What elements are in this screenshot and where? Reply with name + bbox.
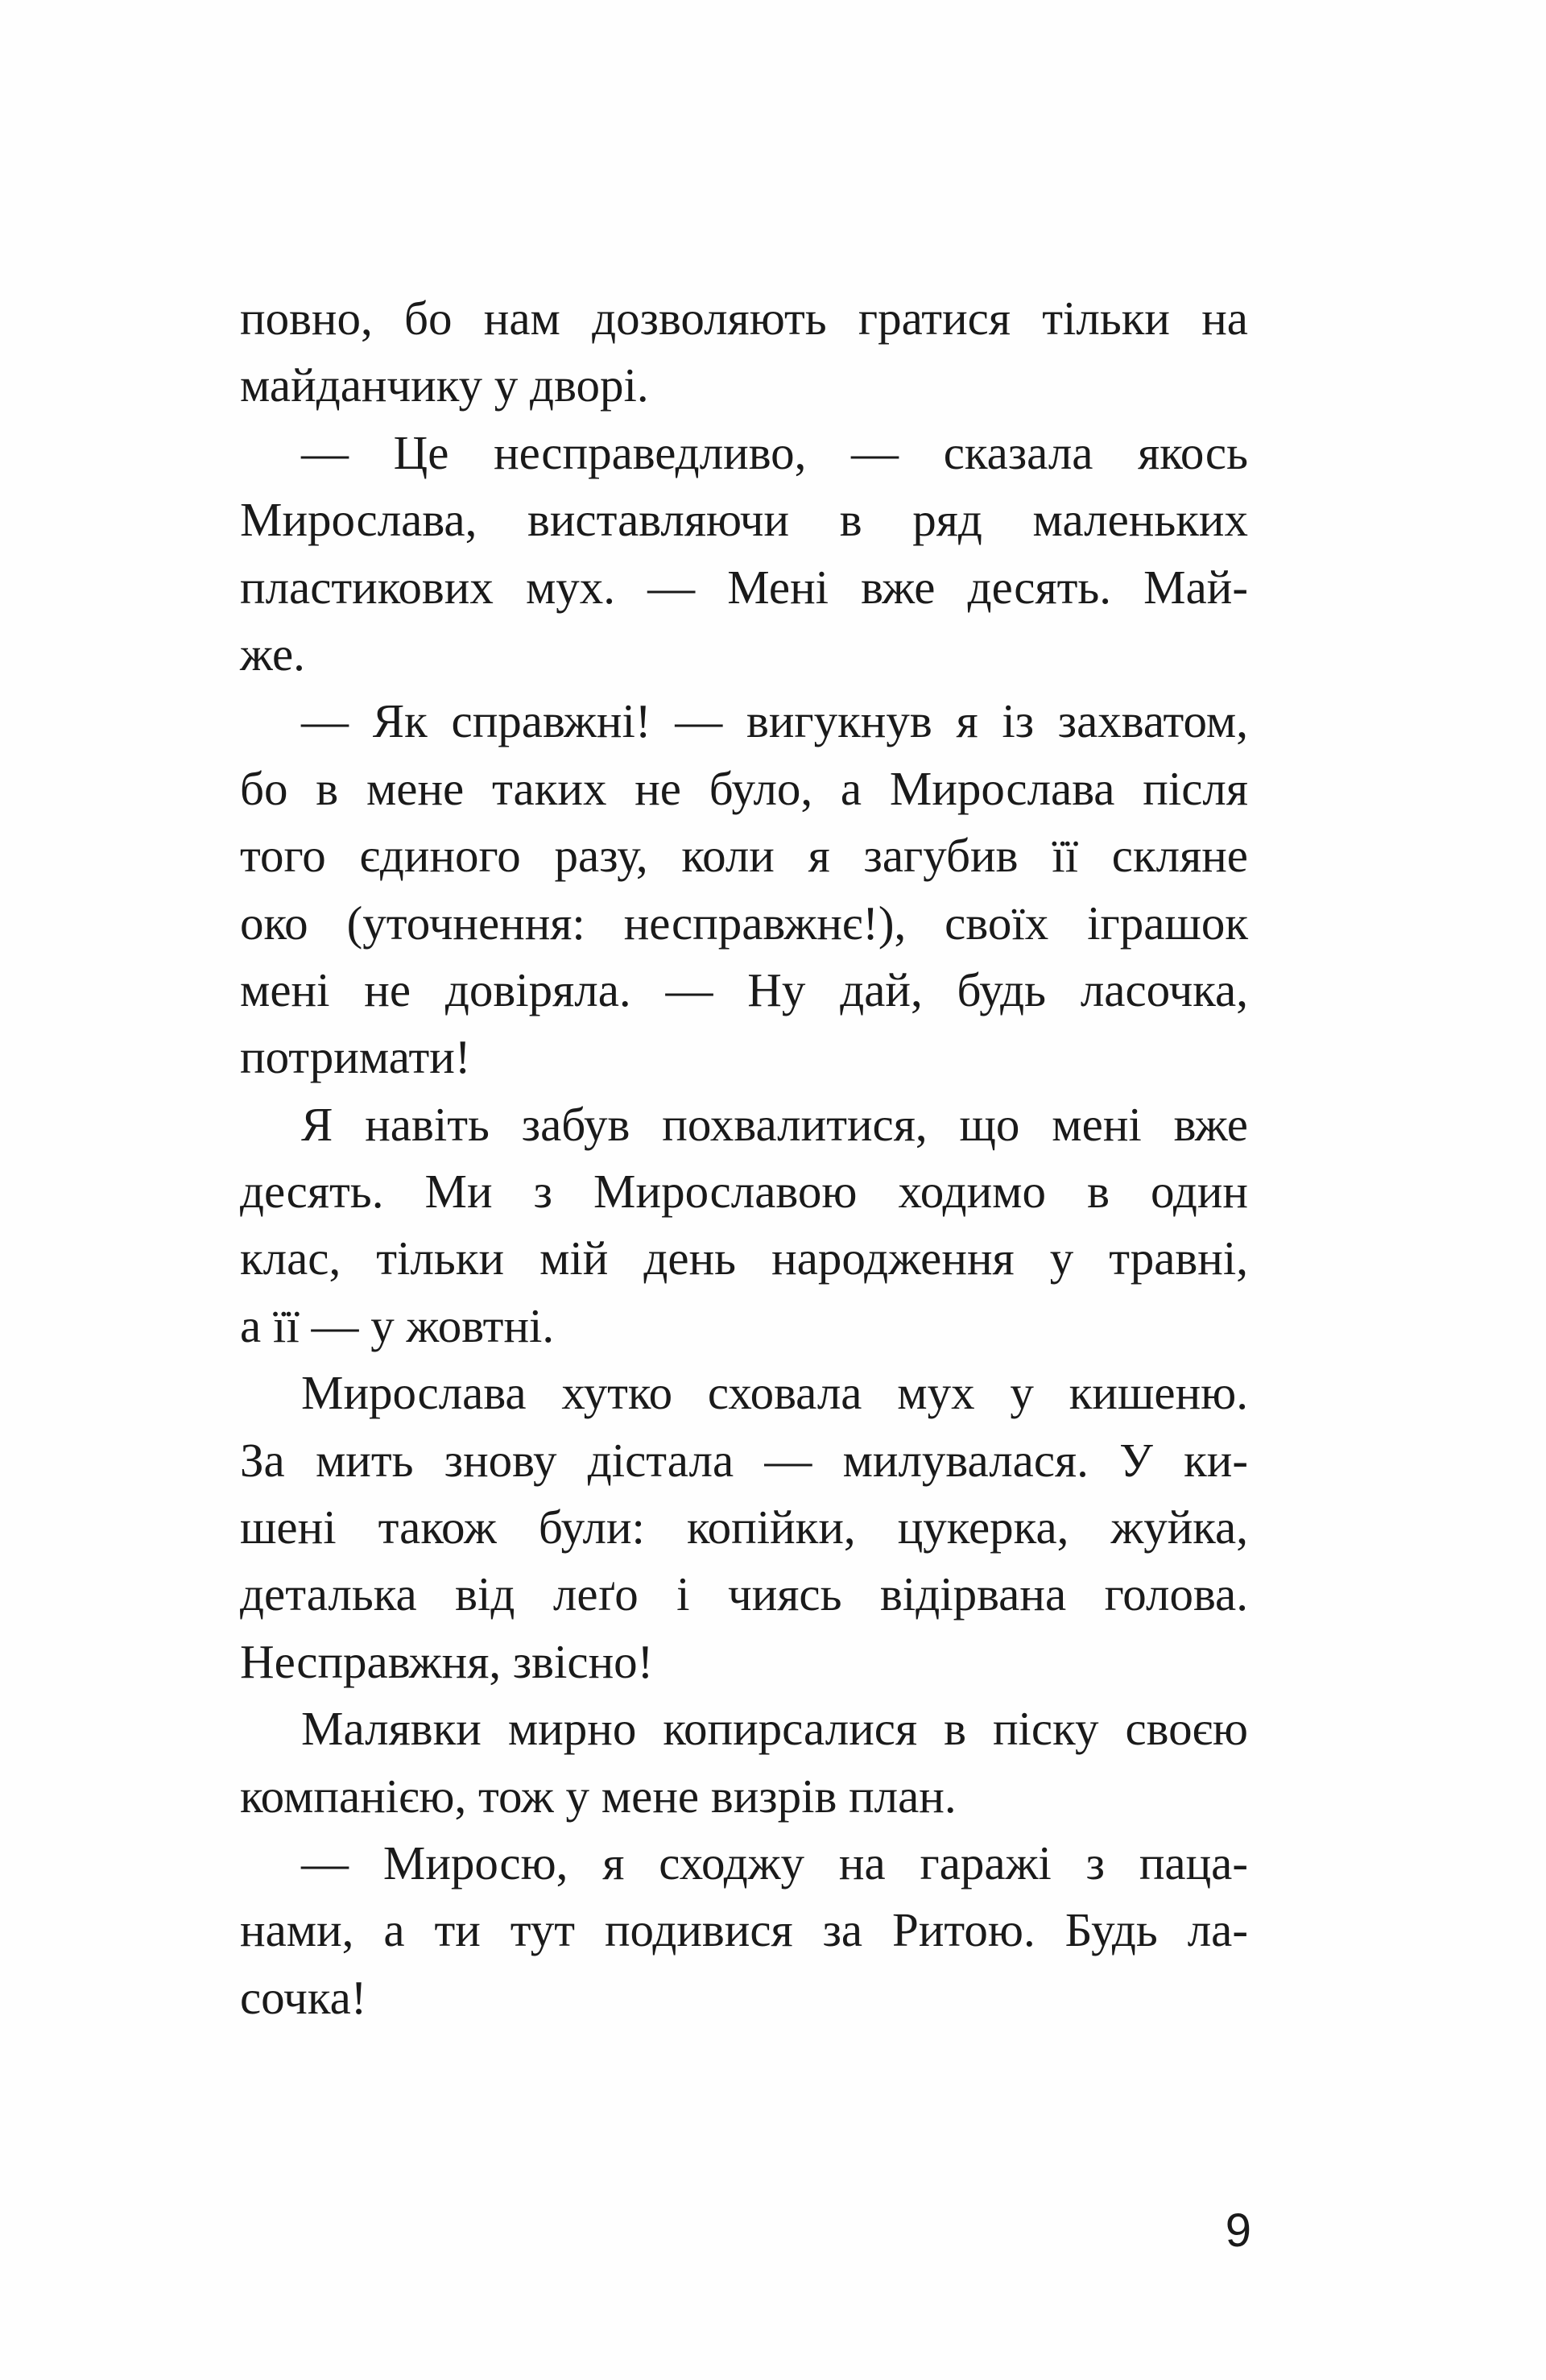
text-line: шені також були: копійки, цукерка, жуйка,: [240, 1500, 1248, 1554]
text-line: майданчику у дворі.: [240, 358, 649, 412]
page-number: 9: [1225, 2204, 1251, 2257]
paragraph: [240, 688, 1248, 1091]
text-line: — Як справжні! — вигукнув я із захватом,: [301, 694, 1248, 748]
paragraph: [240, 285, 1248, 420]
text-line: десять. Ми з Мирославою ходимо в один: [240, 1165, 1248, 1219]
text-line: око (уточнення: несправжнє!), своїх іграшок: [240, 896, 1248, 950]
text-line: того єдиного разу, коли я загубив її скляне: [240, 829, 1248, 883]
body-text: [240, 285, 1248, 2031]
text-line: Малявки мирно копирсалися в піску своєю: [301, 1702, 1248, 1756]
paragraph: [240, 1091, 1248, 1360]
text-line: мені не довіряла. — Ну дай, будь ласочка,: [240, 962, 1248, 1016]
paragraph: [240, 1695, 1248, 1830]
text-line: пластикових мух. — Мені вже десять. Май-: [240, 560, 1248, 614]
paragraph: [240, 1830, 1248, 2031]
text-line: — Це несправедливо, — сказала якось: [301, 425, 1248, 479]
text-line: компанією, тож у мене визрів план.: [240, 1769, 957, 1823]
text-line: За мить знову дістала — милувалася. У ки-: [240, 1433, 1248, 1487]
text-line: бо в мене таких не було, а Мирослава після: [240, 761, 1248, 815]
text-line: потримати!: [240, 1030, 471, 1084]
paragraph: [240, 420, 1248, 689]
text-line: сочка!: [240, 1970, 367, 2024]
text-line: клас, тільки мій день народження у травні,: [240, 1231, 1248, 1285]
text-line: деталька від леґо і чиясь відірвана голова.: [240, 1567, 1248, 1621]
text-line: Мирослава, виставляючи в ряд маленьких: [240, 493, 1248, 547]
text-line: Мирослава хутко сховала мух у кишеню.: [301, 1366, 1248, 1420]
text-line: а її — у жовтні.: [240, 1298, 555, 1352]
text-line: Я навіть забув похвалитися, що мені вже: [301, 1097, 1248, 1151]
paragraph: [240, 1360, 1248, 1695]
text-line: повно, бо нам дозволяють гратися тільки на: [240, 292, 1248, 345]
text-line: — Миросю, я сходжу на гаражі з паца-: [301, 1836, 1248, 1890]
text-line: же.: [240, 627, 305, 681]
text-line: нами, а ти тут подивися за Ритою. Будь ла-: [240, 1903, 1248, 1957]
text-line: Несправжня, звісно!: [240, 1634, 654, 1688]
